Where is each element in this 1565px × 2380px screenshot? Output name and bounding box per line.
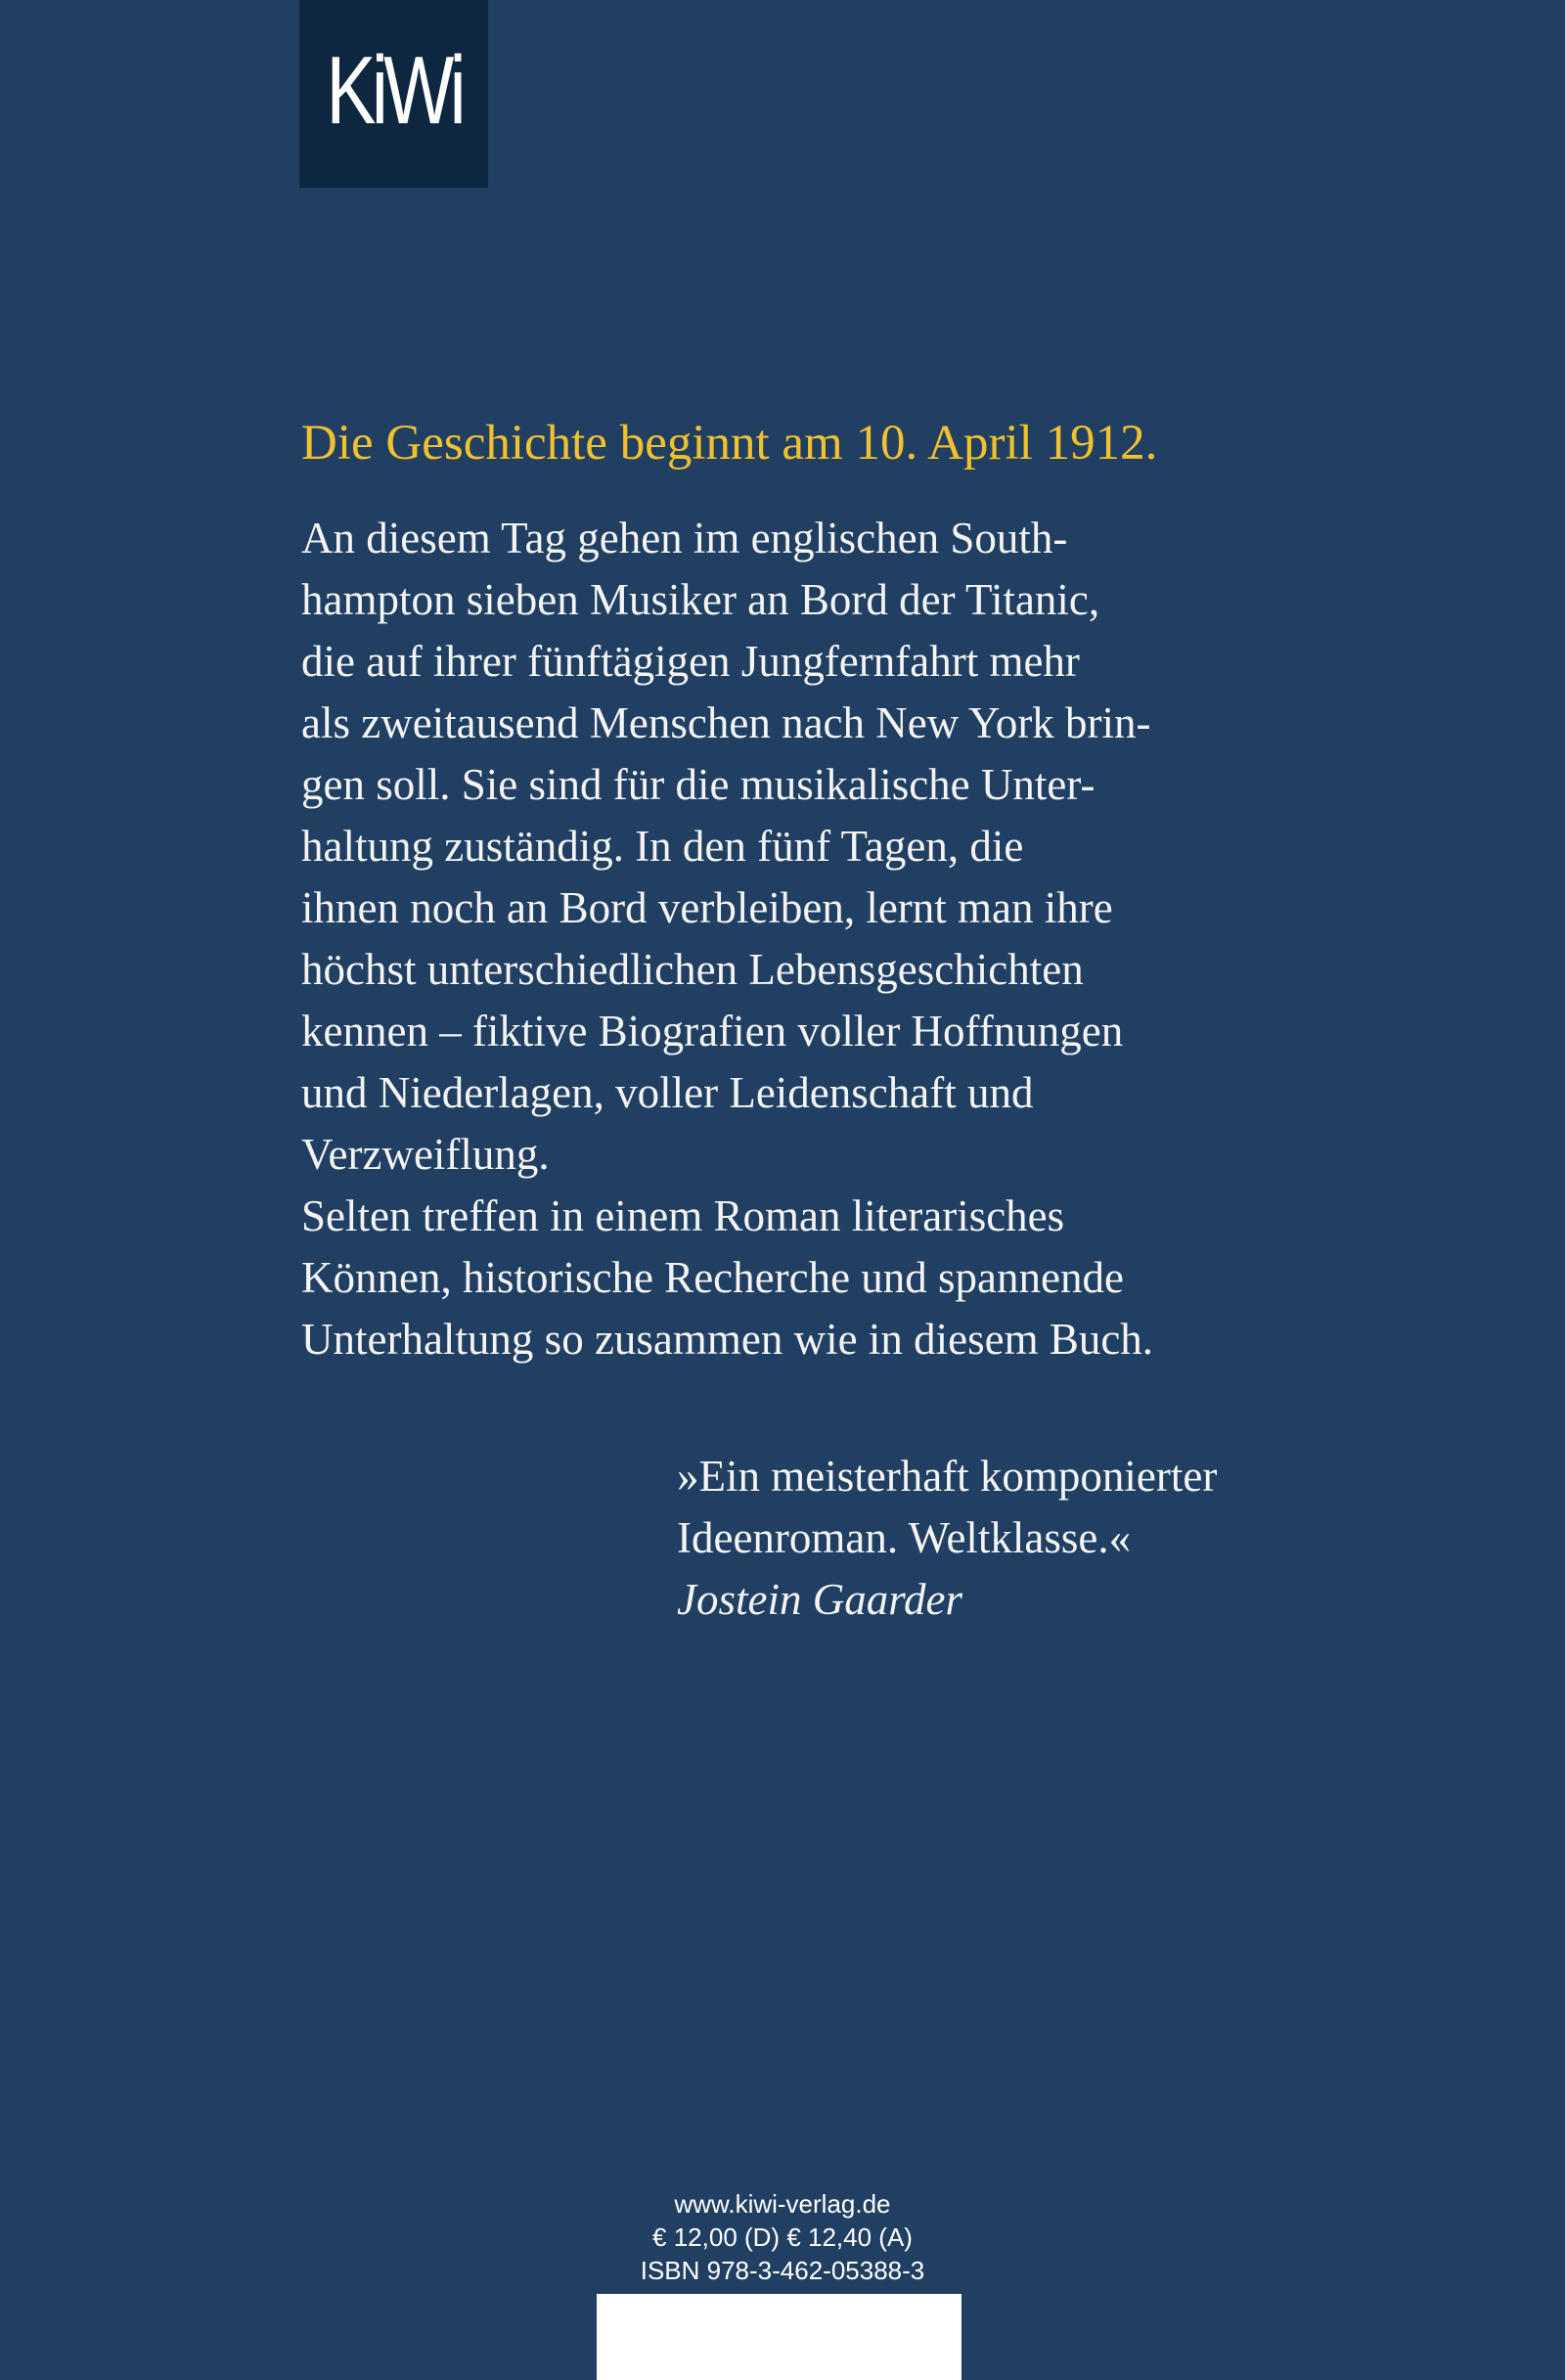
blurb-line: An diesem Tag gehen im englischen South-: [301, 514, 1068, 562]
headline: Die Geschichte beginnt am 10. April 1912.: [301, 416, 1158, 471]
blurb-line: die auf ihrer fünftägigen Jungfernfahrt mehr: [301, 637, 1080, 686]
blurb-line: als zweitausend Menschen nach New York brin-: [301, 698, 1151, 747]
blurb-line: Verzweiflung.: [301, 1130, 550, 1179]
blurb-line: Können, historische Recherche und spannende: [301, 1253, 1124, 1302]
blurb-line: und Niederlagen, voller Leidenschaft und: [301, 1068, 1034, 1117]
quote-author: Jostein Gaarder: [677, 1575, 963, 1624]
quote-line: Ideenroman. Weltklasse.«: [677, 1513, 1132, 1562]
isbn: ISBN 978-3-462-05388-3: [640, 2256, 925, 2285]
quote-line: »Ein meisterhaft komponierter: [677, 1452, 1218, 1501]
blurb-line: ihnen noch an Bord verbleiben, lernt man ihre: [301, 883, 1113, 932]
publisher-website: www.kiwi-verlag.de: [674, 2189, 891, 2219]
barcode-area: [597, 2294, 961, 2380]
review-quote: [677, 1446, 1283, 1631]
publisher-logo: [299, 0, 488, 188]
imprint: [587, 2187, 978, 2287]
blurb-line: Unterhaltung so zusammen wie in diesem Buch.: [301, 1315, 1154, 1364]
price: € 12,00 (D) € 12,40 (A): [652, 2223, 913, 2252]
blurb-line: haltung zuständig. In den fünf Tagen, die: [301, 822, 1024, 871]
blurb-line: gen soll. Sie sind für die musikalische Unter-: [301, 760, 1096, 809]
logo-text: KiWi: [326, 36, 462, 144]
blurb-line: höchst unterschiedlichen Lebensgeschichten: [301, 945, 1084, 994]
blurb-line: hampton sieben Musiker an Bord der Titanic,: [301, 575, 1100, 624]
blurb-text: [301, 508, 1279, 1370]
blurb-line: kennen – fiktive Biografien voller Hoffnungen: [301, 1007, 1124, 1055]
blurb-line: Selten treffen in einem Roman literarisches: [301, 1191, 1065, 1240]
